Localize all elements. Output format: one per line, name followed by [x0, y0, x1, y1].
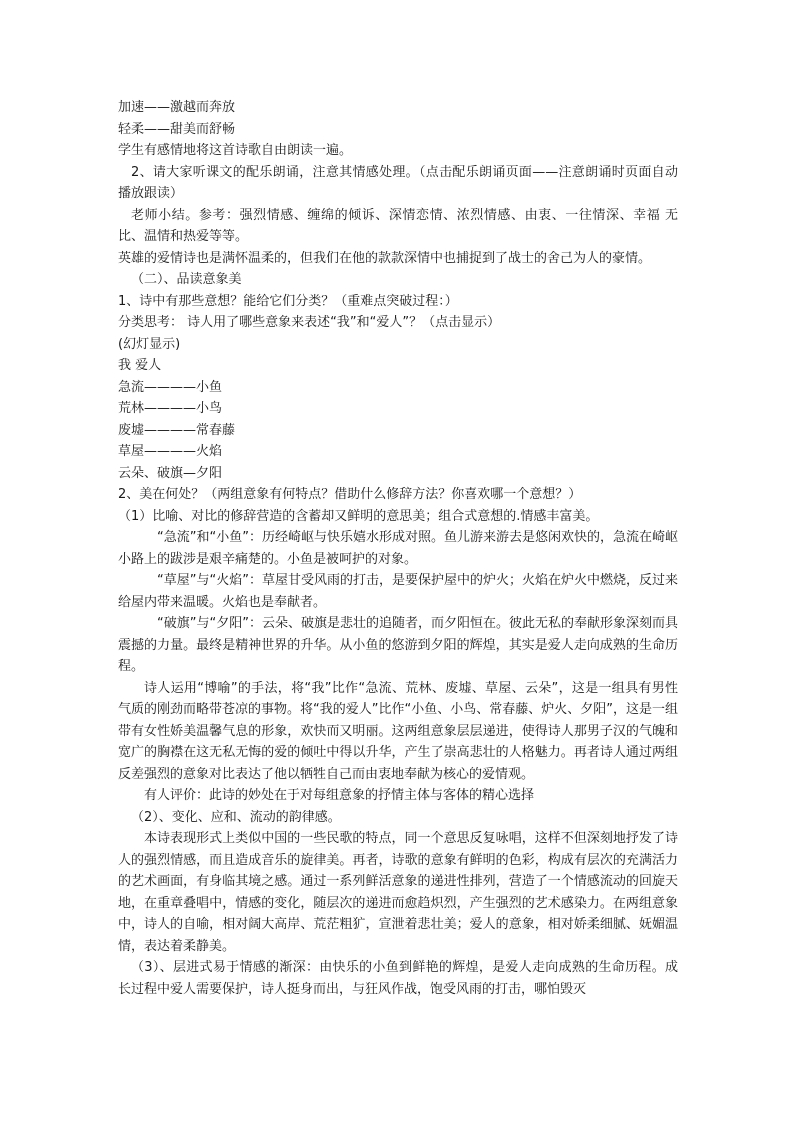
text-line-9: 分类思考： 诗人用了哪些意象来表述“我”和“爱人”？（点击显示）: [118, 315, 501, 330]
text-paragraph-25: 本诗表现形式上类似中国的一些民歌的特点，同一个意思反复咏唱，这样不但深刻地抒发了诗人的强烈情感，而且造成音乐的旋律美。再者，诗歌的意象有鲜明的色彩，构成有层次的充满活力的艺术画面，有身临其境之感。通过一系列鲜活意象的递进性排列，营造了一个情感流动的回旋天地，在重章叠唱中，情感的变化，随层次的递进而愈趋炽烈，产生强烈的艺术感染力。在两组意象中，诗人的自喻，相对阔大高岸、荒茫粗犷，宣泄着悲壮美；爱人的意象，相对娇柔细腻、妩媚温情，表达着柔静美。: [118, 831, 678, 954]
text-line-3: 学生有感情地将这首诗歌自由朗读一遍。: [118, 143, 353, 158]
text-paragraph-20: “草屋”与“火焰”：草屋甘受风雨的打击，是要保护屋中的炉火；火焰在炉火中燃烧，反过来给屋内带来温暖。火焰也是奉献者。: [118, 573, 678, 610]
text-line-24: （2）、变化、应和、流动的韵律感。: [131, 809, 341, 825]
text-line-10: (幻灯显示): [118, 336, 181, 352]
text-line-11: 我 爱人: [118, 358, 162, 373]
text-line-18: （1）比喻、对比的修辞营造的含蓄却又鲜明的意思美；组合式意想的.情感丰富美。: [118, 508, 599, 524]
section-heading: （二）、品读意象美: [131, 272, 242, 287]
text-paragraph-22: 诗人运用“博喻”的手法，将“我”比作“急流、荒林、废墟、草屋、云朵”，这是一组具有男性气质的刚劲而略带苍凉的事物。将“我的爱人”比作“小鱼、小鸟、常春藤、炉火、夕阳”，这是一组带有女性娇美温馨气息的形象，欢快而又明丽。这两组意象层层递进，使得诗人那男子汉的气魄和宽广的胸襟在这无私无悔的爱的倾吐中得以升华，产生了崇高悲壮的人格魅力。再者诗人通过两组反差强烈的意象对比表达了他以牺牲自己而由衷地奉献为核心的爱情观。: [118, 680, 678, 782]
image-pair-5: 云朵、破旗—夕阳: [118, 465, 223, 481]
question-1: 1、诗中有那些意想？能给它们分类？（重难点突破过程：）: [118, 293, 458, 309]
image-pair-1: 急流————小鱼: [118, 379, 223, 395]
text-line-1: 加速——激越而奔放: [118, 100, 236, 115]
text-paragraph-5: 老师小结。参考：强烈情感、缠绵的倾诉、深情恋情、浓烈情感、由衷、一往情深、幸福 无比、温情和热爱等等。: [118, 207, 678, 244]
image-pair-4: 草屋————火焰: [118, 444, 223, 459]
image-pair-2: 荒林————小鸟: [118, 401, 223, 416]
document-page: [118, 97, 678, 1000]
text-paragraph-4: 2、请大家听课文的配乐朗诵，注意其情感处理。（点击配乐朗诵页面——注意朗诵时页面自动播放跟读）: [118, 164, 678, 201]
text-paragraph-19: “急流”和“小鱼”：历经崎岖与快乐嬉水形成对照。鱼儿游来游去是悠闲欢快的，急流在崎岖小路上的跋涉是艰辛痛楚的。小鱼是被呵护的对象。: [118, 530, 678, 567]
question-2: 2、美在何处？（两组意象有何特点？借助什么修辞方法？你喜欢哪一个意想？）: [118, 487, 582, 502]
text-paragraph-26: （3）、层进式易于情感的渐深：由快乐的小鱼到鲜艳的辉煌，是爱人走向成熟的生命历程。成长过程中爱人需要保护，诗人挺身而出，与狂风作战，饱受风雨的打击，哪怕毁灭: [118, 960, 678, 997]
image-pair-3: 废墟————常春藤: [118, 422, 236, 438]
text-paragraph-23: 有人评价：此诗的妙处在于对每组意象的抒情主体与客体的精心选择: [144, 788, 535, 803]
text-paragraph-21: “破旗”与“夕阳”：云朵、破旗是悲壮的追随者，而夕阳恒在。彼此无私的奉献形象深刻而具震撼的力量。最终是精神世界的升华。从小鱼的悠游到夕阳的辉煌，其实是爱人走向成熟的生命历程。: [118, 616, 678, 674]
text-line-2: 轻柔——甜美而舒畅: [118, 121, 236, 137]
text-paragraph-6: 英雄的爱情诗也是满怀温柔的，但我们在他的款款深情中也捕捉到了战士的舍己为人的豪情。: [118, 250, 652, 266]
